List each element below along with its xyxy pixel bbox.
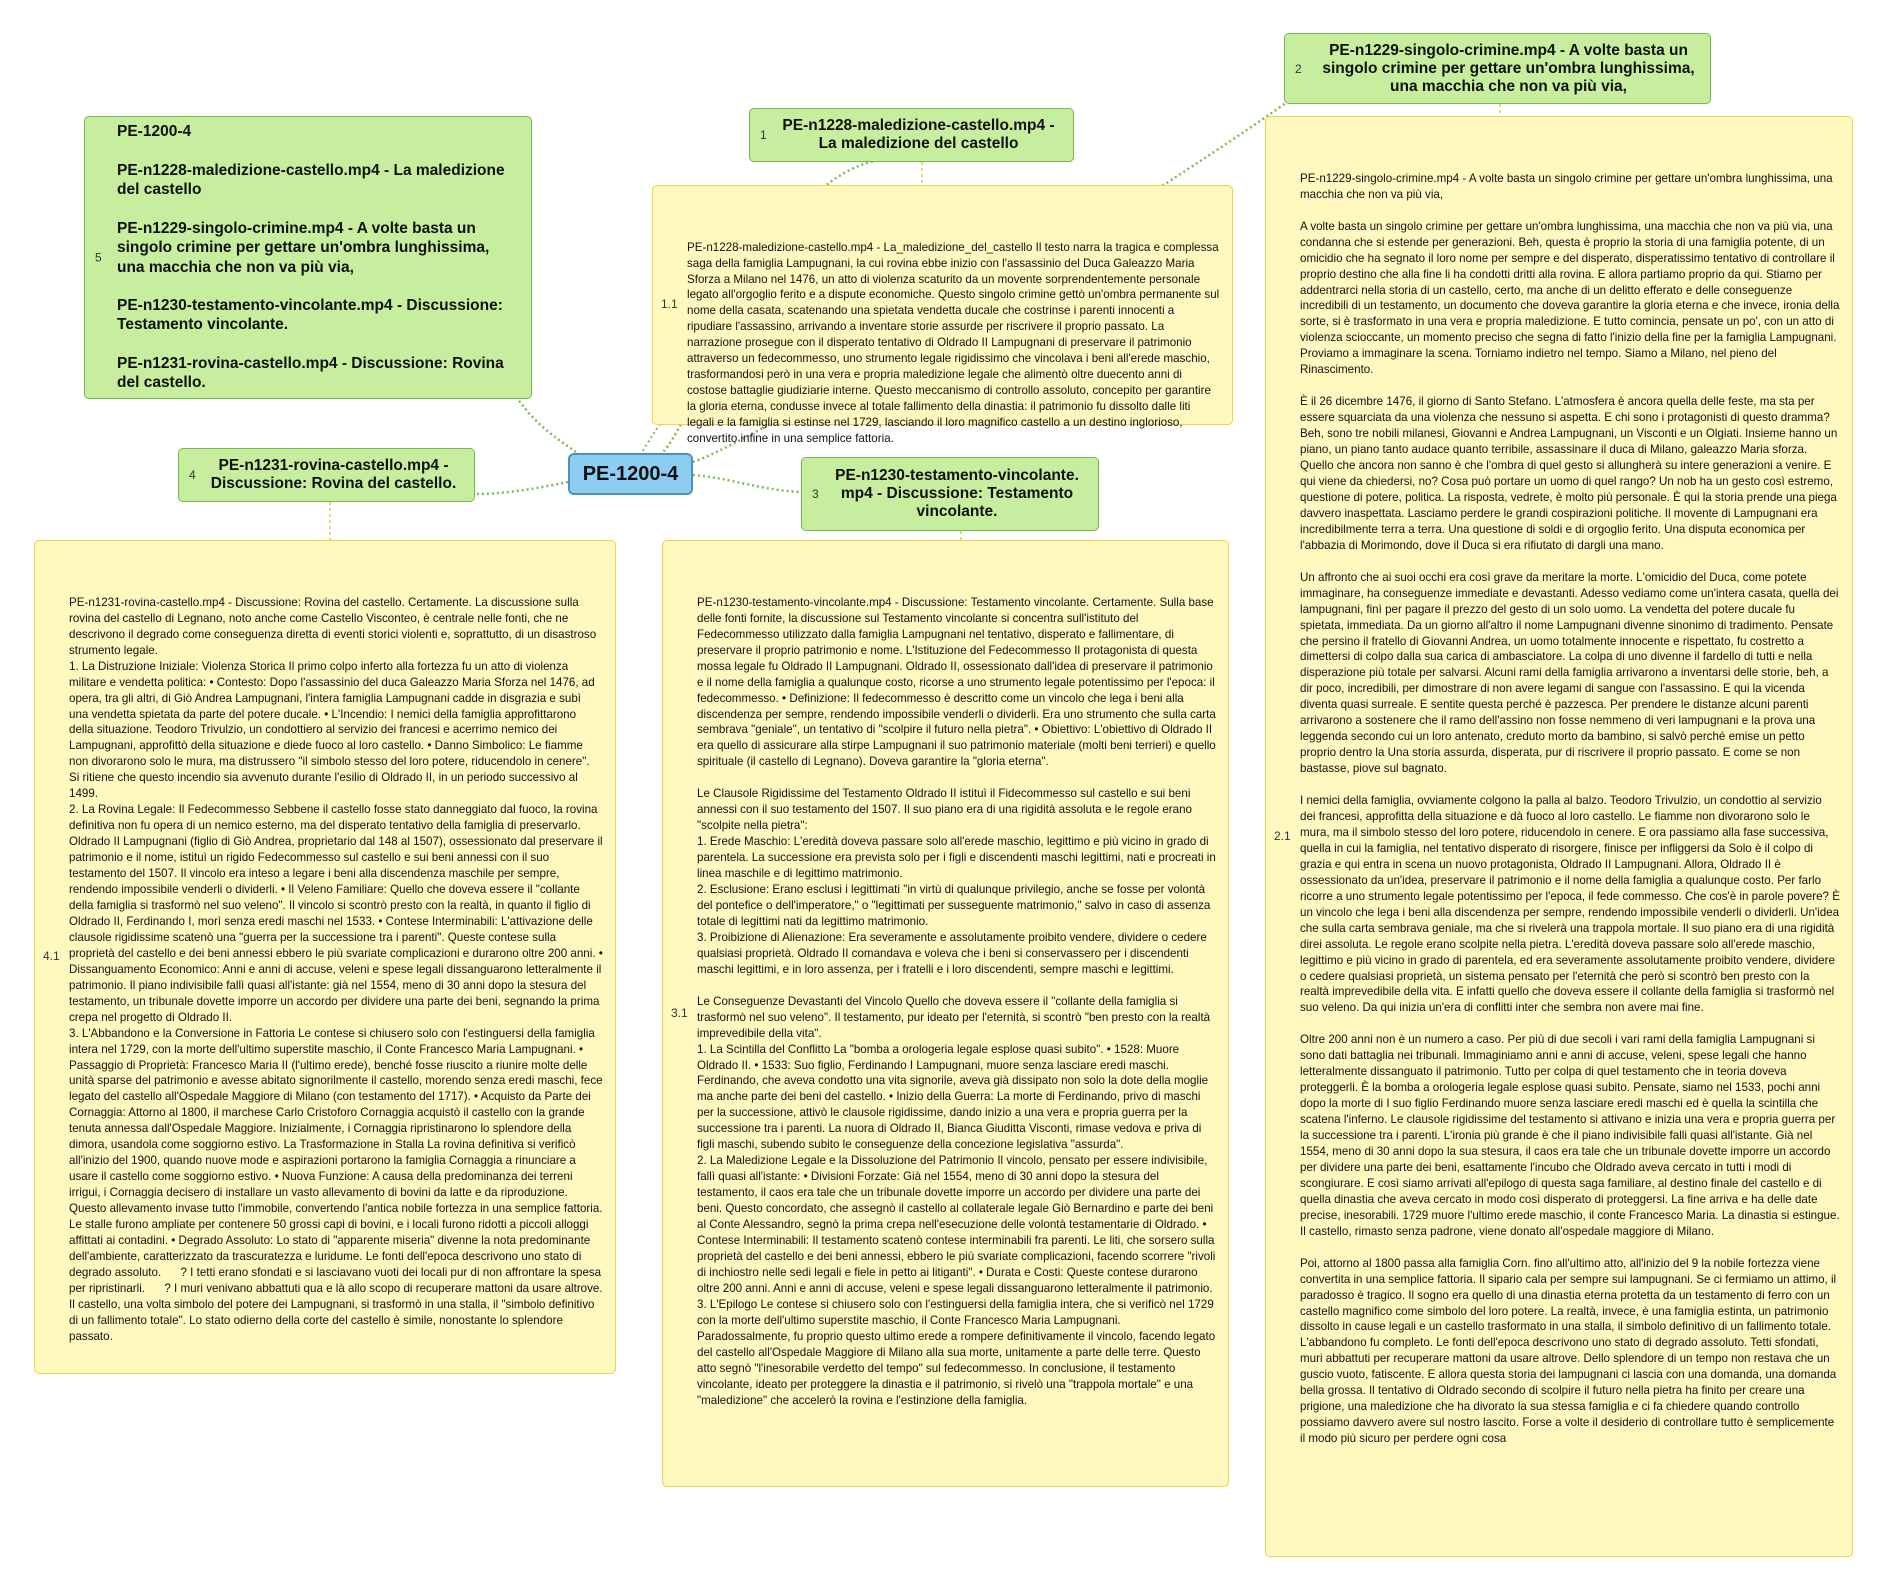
- topic-number: 4: [189, 468, 196, 482]
- note-text: PE-n1231-rovina-castello.mp4 - Discussione: Rovina del castello. Certamente. La discussione sulla rovina del castello di Legnano, noto anche come Castello Visconteo, è centrale nelle fonti, che ne descrivono il degrado come conseguenza diretta di eventi storici violenti e, soprattutto, di un disastroso strumento legale. 1. La Distruzione Iniziale: Violenza Storica Il primo colpo inferto alla fortezza fu un atto di violenza militare e vendetta politica: • Contesto: Dopo l'assassinio del duca Galeazzo Maria Sforza nel 1476, ad opera, tra gli altri, di Giò Andrea Lampugnani, l'intera famiglia Lampugnani cadde in disgrazia e subì una vendetta spietata da parte del potere ducale. • L'Incendio: I nemici della famiglia approfittarono della situazione. Teodoro Trivulzio, un condottiero al servizio dei francesi e acerrimo nemico dei Lampugnani, approfittò della situazione e diede fuoco al loro castello. • Danno Simbolico: Le fiamme non divorarono solo le mura, ma distrussero "il simbolo stesso del loro potere, riducendolo in cenere". Si ritiene che questo incendio sia avvenuto durante l'esilio di Oldrado II, in un periodo successivo al 1499. 2. La Rovina Legale: Il Fedecommesso Sebbene il castello fosse stato danneggiato dal fuoco, la rovina definitiva non fu opera di un nemico esterno, ma del disperato tentativo della famiglia di preservarlo. Oldrado II Lampugnani (figlio di Giò Andrea, proprietario dal 148 al 1507), ossessionato dal preservare il patrimonio e il nome, istituì un rigido Fedecommesso sul castello e sui beni annessi con il suo testamento del 1507. Il vincolo era inteso a legare i beni alla discendenza maschile per sempre, rendendo impossibile venderli o dividerli. • Il Veleno Familiare: Quello che doveva essere il "collante della famiglia si trasformò nel suo veleno". Il vincolo si scontrò presto con la realtà, in quanto il figlio di Oldrado II, Ferdinando I, morì senza eredi maschi nel 1533. • Contese Interminabili: L'attivazione delle clausole rigidissime scatenò una "guerra per la successione tra i parenti". Queste contese sulla proprietà del castello e dei beni annessi ebbero le più svariate complicazioni e durarono oltre 200 anni. • Dissanguamento Economico: Anni e anni di accuse, veleni e spese legali dissanguarono letteralmente il patrimonio. Il piano indivisibile fallì quasi all'istante: già nel 1554, meno di 30 anni dopo la stesura del testamento, un tribunale dovette imporre un accordo per dividere una parte dei beni, segnando la prima crepa nel progetto di Oldrado II. 3. L'Abbandono e la Conversione in Fattoria Le contese si chiusero solo con l'estinguersi della famiglia intera nel 1729, con la morte dell'ultimo superstite maschio, il Conte Francesco Maria Lampugnani. • Passaggio di Proprietà: Francesco Maria II (l'ultimo erede), benché fosse riuscito a riunire molte delle unità sparse del patrimonio e avesse abitato signorilmente il castello, morendo senza eredi maschi, fece legato del castello all'Ospedale Maggiore di Milano (con testamento del 1717). • Acquisto da Parte dei Cornaggia: Attorno al 1800, il marchese Carlo Cristoforo Cornaggia acquistò il castello con la grande tenuta annessa dall'Ospedale Maggiore. Inizialmente, i Cornaggia ripristinarono lo splendore della dimora, usandola come soggiorno estivo. La Trasformazione in Stalla La rovina definitiva si verificò all'inizio del 1900, quando nuove mode e aspirazioni portarono la famiglia Cornaggia a rinunciare a usare il castello come soggiorno estivo. • Nuova Funzione: A causa della predominanza dei terreni irrigui, i Cornaggia decisero di installare un vasto allevamento di bovini da latte e da riproduzione. Questo allevamento invase tutto l'immobile, convertendo l'antica nobile fortezza in una semplice fattoria. Le stalle furono ampliate per contenere 50 grossi capi di bovini, e i locali furono ridotti a piccoli alloggi affittati ai contadini. • Degrado Assoluto: Lo stato di "apparente miseria" divenne la nota predominante dell'ambiente, caratterizzato da trascuratezza e luridume. Le fonti dell'epoca descrivono uno stato di degrado assoluto. ? I tetti erano sfondati e si lasciavano vuoti dei locali pur di non affrontare la spesa per ripristinarli. ? I muri venivano abbattuti qua e là allo scopo di recuperare mattoni da usare altrove. Il castello, una volta simbolo del potere dei Lampugnani, si trasformò in una stalla, il "simbolo definitivo di un fallimento totale". Lo stato odierno della corte del castello è simile, nonostante lo splendore passato.: [69, 595, 603, 1343]
- note-text: PE-n1229-singolo-crimine.mp4 - A volte basta un singolo crimine per gettare un'ombra lunghissima, una macchia che non va più via, A volte basta un singolo crimine per gettare un'ombra lunghissima, una macchia che non va più via, una condanna che si estende per generazioni. Beh, questa è proprio la storia di una famiglia potente, di un omicidio che ha segnato il loro nome per sempre e del disperato, disperatissimo tentativo di controllare il proprio destino che alla fine li ha condotti dritti alla rovina. E allora partiamo proprio da qui. Stiamo per addentrarci nella storia di un castello, certo, ma anche di un delitto efferato e delle conseguenze incredibili di un testamento, un documento che doveva garantire la gloria eterna e che invece, ironia della sorte, si è trasformato in una vera e propria maledizione. E tutto comincia, pensate un po', con un atto di violenza scioccante, un momento preciso che segna di fatto l'inizio della fine per la famiglia Lampugnani. Proviamo a immaginare la scena. Torniamo indietro nel tempo. Siamo a Milano, nel pieno del Rinascimento. È il 26 dicembre 1476, il giorno di Santo Stefano. L'atmosfera è ancora quella delle feste, ma sta per essere squarciata da una violenza che nessuno si aspetta. E chi sono i protagonisti di questo dramma? Beh, sono tre nobili milanesi, Giovanni e Andrea Lampugnani, un Visconti e un Olgiati. Insieme hanno un piano, un piano tanto audace quanto terribile, assassinare il duca di Milano, galeazzo Maria sforza. Quello che ancora non sanno è che l'ombra di quel gesto si allungherà su intere generazioni a venire. E qui viene da chiedersi, no? Cosa può portare un uomo di quel rango? Un nob ha un gesto così estremo, questione di potere, politica. La risposta, vedrete, è molto più personale. È qui la storia prende una piega davvero inaspettata. Lasciamo perdere le grandi cospirazioni politiche. Il movente di Lampugnani era incredibilmente terra a terra. Una questione di soldi e di orgoglio ferito. Una disputa economica per l'abbazia di Morimondo, dove il Duca si era rifiutato di dargli una mano. Un affronto che ai suoi occhi era così grave da meritare la morte. L'omicidio del Duca, come potete immaginare, ha conseguenze immediate e devastanti. Adesso vediamo come un'intera casata, quella dei lampugnani, finì per pagare il prezzo del gesto di un solo uomo. La vendetta del potere ducale fu spietata, immediata. Da un giorno all'altro il nome Lampugnani divenne sinonimo di tradimento. Pensate che persino il fratello di Giovanni Andrea, un uomo totalmente innocente e rispettato, fu costretto a dimettersi di colpo dalla sua carica di ambasciatore. La colpa di uno divenne il fardello di tutti e nella disperazione più totale per salvarsi. Alcuni rami della famiglia arrivarono a inventarsi delle storie, beh, a dir poco, incredibili, per dimostrare di non avere legami di sangue con l'assassino. E qui la vicenda diventa quasi surreale. E sentite questa perché è pazzesca. Per prendere le distanze alcuni parenti arrivarono a sostenere che il ramo dell'assino non fosse nemmeno di veri lampugnani e la prova una leggenda secondo cui un loro antenato, creduto morto da bambino, si salvò perché emise un petto proprio dentro la Una storia assurda, disperata, pur di riscrivere il proprio passato. E come se non bastasse, piove sul bagnato. I nemici della famiglia, ovviamente colgono la palla al balzo. Teodoro Trivulzio, un condottio al servizio dei francesi, approfitta della situazione e dà fuoco al loro castello. Le fiamme non divorarono solo le mura, ma il simbolo stesso del loro potere, riducendolo in cenere. E ora passiamo alla fase successiva, quella in cui la famiglia, nel tentativo disperato di risorgere, finisce per infliggersi da Solo è il colpo di grazia e qui entra in scena un nuovo protagonista, Oldrado II Lampugnani. Allora, Oldrado II è ossessionato da un'idea, preservare il patrimonio e il nome della famiglia a qualunque costo. Per farlo ricorre a uno strumento legale potentissimo per l'epoca, il fede commesso. Che cos'è in parole povere? È un vincolo che lega i beni alla discendenza per sempre, rendendo impossibile venderli o dividerli. Un'idea che sulla carta sembrava geniale, ma che si rivelerà una trappola mortale. Il suo piano era di una rigidità direi assoluta. Le regole erano scolpite nella pietra. L'eredità doveva passare solo all'erede maschio, legittimo e più vicino in grado di parentela, ed era severamente assolutamente proibito vendere, dividere o cedere qualsiasi proprietà, un sistema pensato per l'eternità che però si scontrò ben presto con la realtà imprevedibile della vita. E infatti quello che doveva essere il collante della famiglia si trasformò nel suo veleno. Da qui inizia un'era di conflitti inter che sembra non avere mai fine. Oltre 200 anni non è un numero a caso. Per più di due secoli i vari rami della famiglia Lampugnani si sono dati battaglia nei tribunali. Immaginiamo anni e anni di accuse, veleni, spese legali che hanno letteralmente dissanguato il patrimonio. Tutto per colpa di quel testamento che in teoria doveva proteggerli. È la bomba a orologeria legale esplose quasi subito. Pensate, siamo nel 1533, pochi anni dopo la morte di I suo figlio Ferdinando muore senza lasciare eredi maschi ed è quella la scintilla che scatena l'inferno. Le clausole rigidissime del testamento si attivano e inizia una vera e propria guerra per la successione tra i parenti. L'ironia più grande è che il piano indivisibile falli quasi all'istante. Già nel 1554, meno di 30 anni dopo la sua stesura, il caos era tale che un tribunale dovette imporre un accordo per dividere una parte dei beni, esattamente l'incubo che Oldrado aveva cercato in tutti i modi di scongiurare. E così siamo arrivati all'epilogo di questa saga familiare, al destino finale del castello e di quella dinastia che aveva cercato in modo così disperato di proteggersi. La fine arriva e ha delle date precise, inesorabili. 1729 muore l'ultimo erede maschio, il conte Francesco Maria. La dinastia si estingue. Il castello, rimasto senza padrone, viene donato all'ospedale maggiore di Milano. Poi, attorno al 1800 passa alla famiglia Corn. fino all'ultimo atto, all'inizio del 9 la nobile fortezza viene convertita in una semplice fattoria. Il sipario cala per sempre sui lampugnani. Se ci fermiamo un attimo, il paradosso è tragico. Il sogno era quello di una dinastia eterna protetta da un testamento di ferro con un castello magnifico come simbolo del loro potere. La realtà, invece, è una famiglia estinta, un patrimonio dissolto in cause legali e un castello trasformato in una stalla, il simbolo definitivo di un fallimento totale. L'abbandono fu completo. Le fonti dell'epoca descrivono uno stato di degrado assoluto. Tetti sfondati, muri abbattuti per recuperare mattoni da usare altrove. Dello splendore di un tempo non restava che un guscio vuoto, fatiscente. E allora questa storia dei lampugnani ci lascia con una domanda, una domanda bella grossa. Il tentativo di Oldrado secondo di scolpire il futuro nella pietra ha finito per creare una prigione, una maledizione che ha divorato la sua stessa famiglia e ci fa chiedere quando controllo possiamo davvero avere sul nostro lascito. Forse a volte il desiderio di controllare tutto è semplicemente il modo più sicuro per perdere ogni cosa: [1300, 171, 1840, 1446]
- topic-number: 3: [812, 487, 819, 501]
- topic-3[interactable]: [801, 457, 1099, 531]
- connector-central-to-topic-3: [693, 475, 800, 492]
- topic-label: PE-n1228-maledizione-castello.mp4 - La maledizione del castello: [782, 117, 1055, 152]
- note-1-1[interactable]: [652, 185, 1233, 445]
- note-number: 3.1: [671, 1005, 688, 1020]
- note-4-1[interactable]: [34, 540, 616, 1374]
- central-topic[interactable]: [568, 453, 693, 495]
- connector-central-to-topic-4: [475, 482, 568, 494]
- connector-central-to-note-1-1: [640, 422, 662, 455]
- central-topic-label: PE-1200-4: [582, 462, 679, 485]
- topic-2[interactable]: [1284, 33, 1711, 104]
- topic-number: 5: [95, 249, 102, 264]
- topic-label: PE-n1230-testamento-vincolante. mp4 - Discussione: Testamento vincolante.: [835, 467, 1079, 520]
- topic-number: 2: [1295, 61, 1302, 76]
- note-number: 2.1: [1274, 828, 1291, 843]
- topic-1[interactable]: [749, 108, 1074, 162]
- note-number: 4.1: [43, 949, 60, 964]
- topic-4[interactable]: [178, 448, 475, 502]
- topic-number: 1: [760, 128, 767, 142]
- note-3-1[interactable]: [662, 540, 1229, 1487]
- note-text: PE-n1228-maledizione-castello.mp4 - La_maledizione_del_castello Il testo narra la tragica e complessa saga della famiglia Lampugnani, la cui rovina ebbe inizio con l'assassinio del Duca Galeazzo Maria Sforza a Milano nel 1476, un atto di violenza scaturito da un movente sorprendentemente personale legato all'orgoglio ferito e a dispute economiche. Questo singolo crimine gettò un'ombra permanente sul nome della casata, scatenando una spietata vendetta ducale che costrinse i parenti innocenti a ripudiare l'assassino, arrivando a inventare storie assurde per riscrivere il proprio passato. La narrazione prosegue con il disperato tentativo di Oldrado II Lampugnani di preservare il patrimonio attraverso un fedecommesso, uno strumento legale rigidissimo che vincolava i beni all'erede maschio, trasformandosi però in una vera e propria maledizione legale che alimentò oltre duecento anni di costose battaglie giudiziarie interne. Questo meccanismo di controllo assoluto, concepito per garantire la gloria eterna, condusse invece al totale fallimento della dinastia: il patrimonio fu dissolto dalle liti legali e la famiglia si estinse nel 1729, lasciando il loro magnifico castello a un destino inglorioso, convertito infine in una semplice fattoria.: [687, 240, 1223, 445]
- topic-label: PE-1200-4 PE-n1228-maledizione-castello.mp4 - La maledizione del castello PE-n1229-singolo-crimine.mp4 - A volte basta un singolo crimine per gettare un'ombra lunghissima, una macchia che non va più via, PE-n1230-testamento-vincolante.mp4 - Discussione: Testamento vincolante. PE-n1231-rovina-castello.mp4 - Discussione: Rovina del castello.: [117, 123, 505, 392]
- note-2-1[interactable]: [1265, 116, 1853, 1557]
- connector-central-to-topic-5: [517, 398, 580, 455]
- topic-5[interactable]: [84, 116, 532, 399]
- note-number: 1.1: [661, 297, 678, 312]
- note-text: PE-n1230-testamento-vincolante.mp4 - Discussione: Testamento vincolante. Certamente. Sulla base delle fonti fornite, la discussione sul Testamento vincolante si concentra sull'istituto del Fedecommesso utilizzato dalla famiglia Lampugnani nel tentativo, disperato e fallimentare, di preservare il proprio patrimonio e nome. L'Istituzione del Fedecommesso Il protagonista di questa mossa legale fu Oldrado II Lampugnani. Oldrado II, ossessionato dall'idea di preservare il patrimonio e il nome della famiglia a qualunque costo, ricorse a uno strumento legale potentissimo per l'epoca: il fedecommesso. • Definizione: Il fedecommesso è descritto come un vincolo che lega i beni alla discendenza per sempre, rendendo impossibile venderli o dividerli. Era uno strumento che sulla carta sembrava "geniale", un tentativo di "scolpire il futuro nella pietra". • Obiettivo: L'obiettivo di Oldrado II era quello di assicurare alla stirpe Lampugnani il suo patrimonio materiale (molti beni terrieri) e quello spirituale (il castello di Legnano). Doveva garantire la "gloria eterna". Le Clausole Rigidissime del Testamento Oldrado II istituì il Fidecommesso sul castello e sui beni annessi con il suo testamento del 1507. Il suo piano era di una rigidità assoluta e le regole erano "scolpite nella pietra": 1. Erede Maschio: L'eredità doveva passare solo all'erede maschio, legittimo e più vicino in grado di parentela. La successione era prevista solo per i figli e discendenti maschi legittimi, nati e procreati in linea maschile e di legittimo matrimonio. 2. Esclusione: Erano esclusi i legittimati "in virtù di qualunque privilegio, anche se fosse per volontà del pontefice o dell'imperatore," o "legittimati per susseguente matrimonio," salvo in caso di assenza totale di legittimi nati da legittimo matrimonio. 3. Proibizione di Alienazione: Era severamente e assolutamente proibito vendere, dividere o cedere qualsiasi proprietà. Oldrado II comandava e voleva che i beni si conservassero per i discendenti maschi legittimi, e in loro assenza, per i fratelli e i loro discendenti, sempre maschi e legittimi. Le Conseguenze Devastanti del Vincolo Quello che doveva essere il "collante della famiglia si trasformò nel suo veleno". Il testamento, pur ideato per l'eternità, si scontrò "ben presto con la realtà imprevedibile della vita". 1. La Scintilla del Conflitto La "bomba a orologeria legale esplose quasi subito". • 1528: Muore Oldrado II. • 1533: Suo figlio, Ferdinando I Lampugnani, muore senza lasciare eredi maschi. Ferdinando, che aveva condotto una vita signorile, aveva già dissipato non solo la dote della moglie ma anche parte dei beni del castello. • Inizio della Guerra: La morte di Ferdinando, privo di maschi per la successione, attivò le clausole rigidissime, dando inizio a una vera e propria guerra per la successione tra i parenti. La nuora di Oldrado II, Bianca Giuditta Visconti, rimase vedova e priva di figli maschi, subendo subito le conseguenze della concezione legislativa "assurda". 2. La Maledizione Legale e la Dissoluzione del Patrimonio Il vincolo, pensato per essere indivisibile, fallì quasi all'istante: • Divisioni Forzate: Già nel 1554, meno di 30 anni dopo la stesura del testamento, il caos era tale che un tribunale dovette imporre un accordo per dividere una parte dei beni. Questo concordato, che assegnò il castello al collaterale legale Giò Bernardino e parte dei beni al Conte Alessandro, segnò la prima crepa nell'esecuzione delle volontà testamentarie di Oldrado. • Contese Interminabili: Il testamento scatenò contese interminabili fra parenti. Le liti, che sorsero sulla proprietà del castello e dei beni annessi, ebbero le più svariate complicazioni, facendo scorrere "rivoli di inchiostro nelle sedi legali e fiele in petto ai litiganti". • Durata e Costi: Queste contese durarono oltre 200 anni. Anni e anni di accuse, veleni e spese legali dissanguarono letteralmente il patrimonio. 3. L'Epilogo Le contese si chiusero solo con l'estinguersi della famiglia intera, che si verificò nel 1729 con la morte dell'ultimo superstite maschio, il Conte Francesco Maria Lampugnani. Paradossalmente, fu proprio questo ultimo erede a rompere definitivamente il vincolo, facendo legato del castello all'Ospedale Maggiore di Milano alla sua morte, unitamente a parte delle terre. Questo atto segnò "l'inesorabile verdetto del tempo" sul fedecommesso. In conclusione, il testamento vincolante, ideato per proteggere la dinastia e il patrimonio, si rivelò una "trappola mortale" e una "maledizione" che accelerò la rovina e l'estinzione della famiglia.: [697, 595, 1216, 1407]
- topic-label: PE-n1231-rovina-castello.mp4 - Discussione: Rovina del castello.: [210, 457, 457, 492]
- topic-label: PE-n1229-singolo-crimine.mp4 - A volte basta un singolo crimine per gettare un'ombra lunghissima, una macchia che non va più via,: [1322, 41, 1695, 95]
